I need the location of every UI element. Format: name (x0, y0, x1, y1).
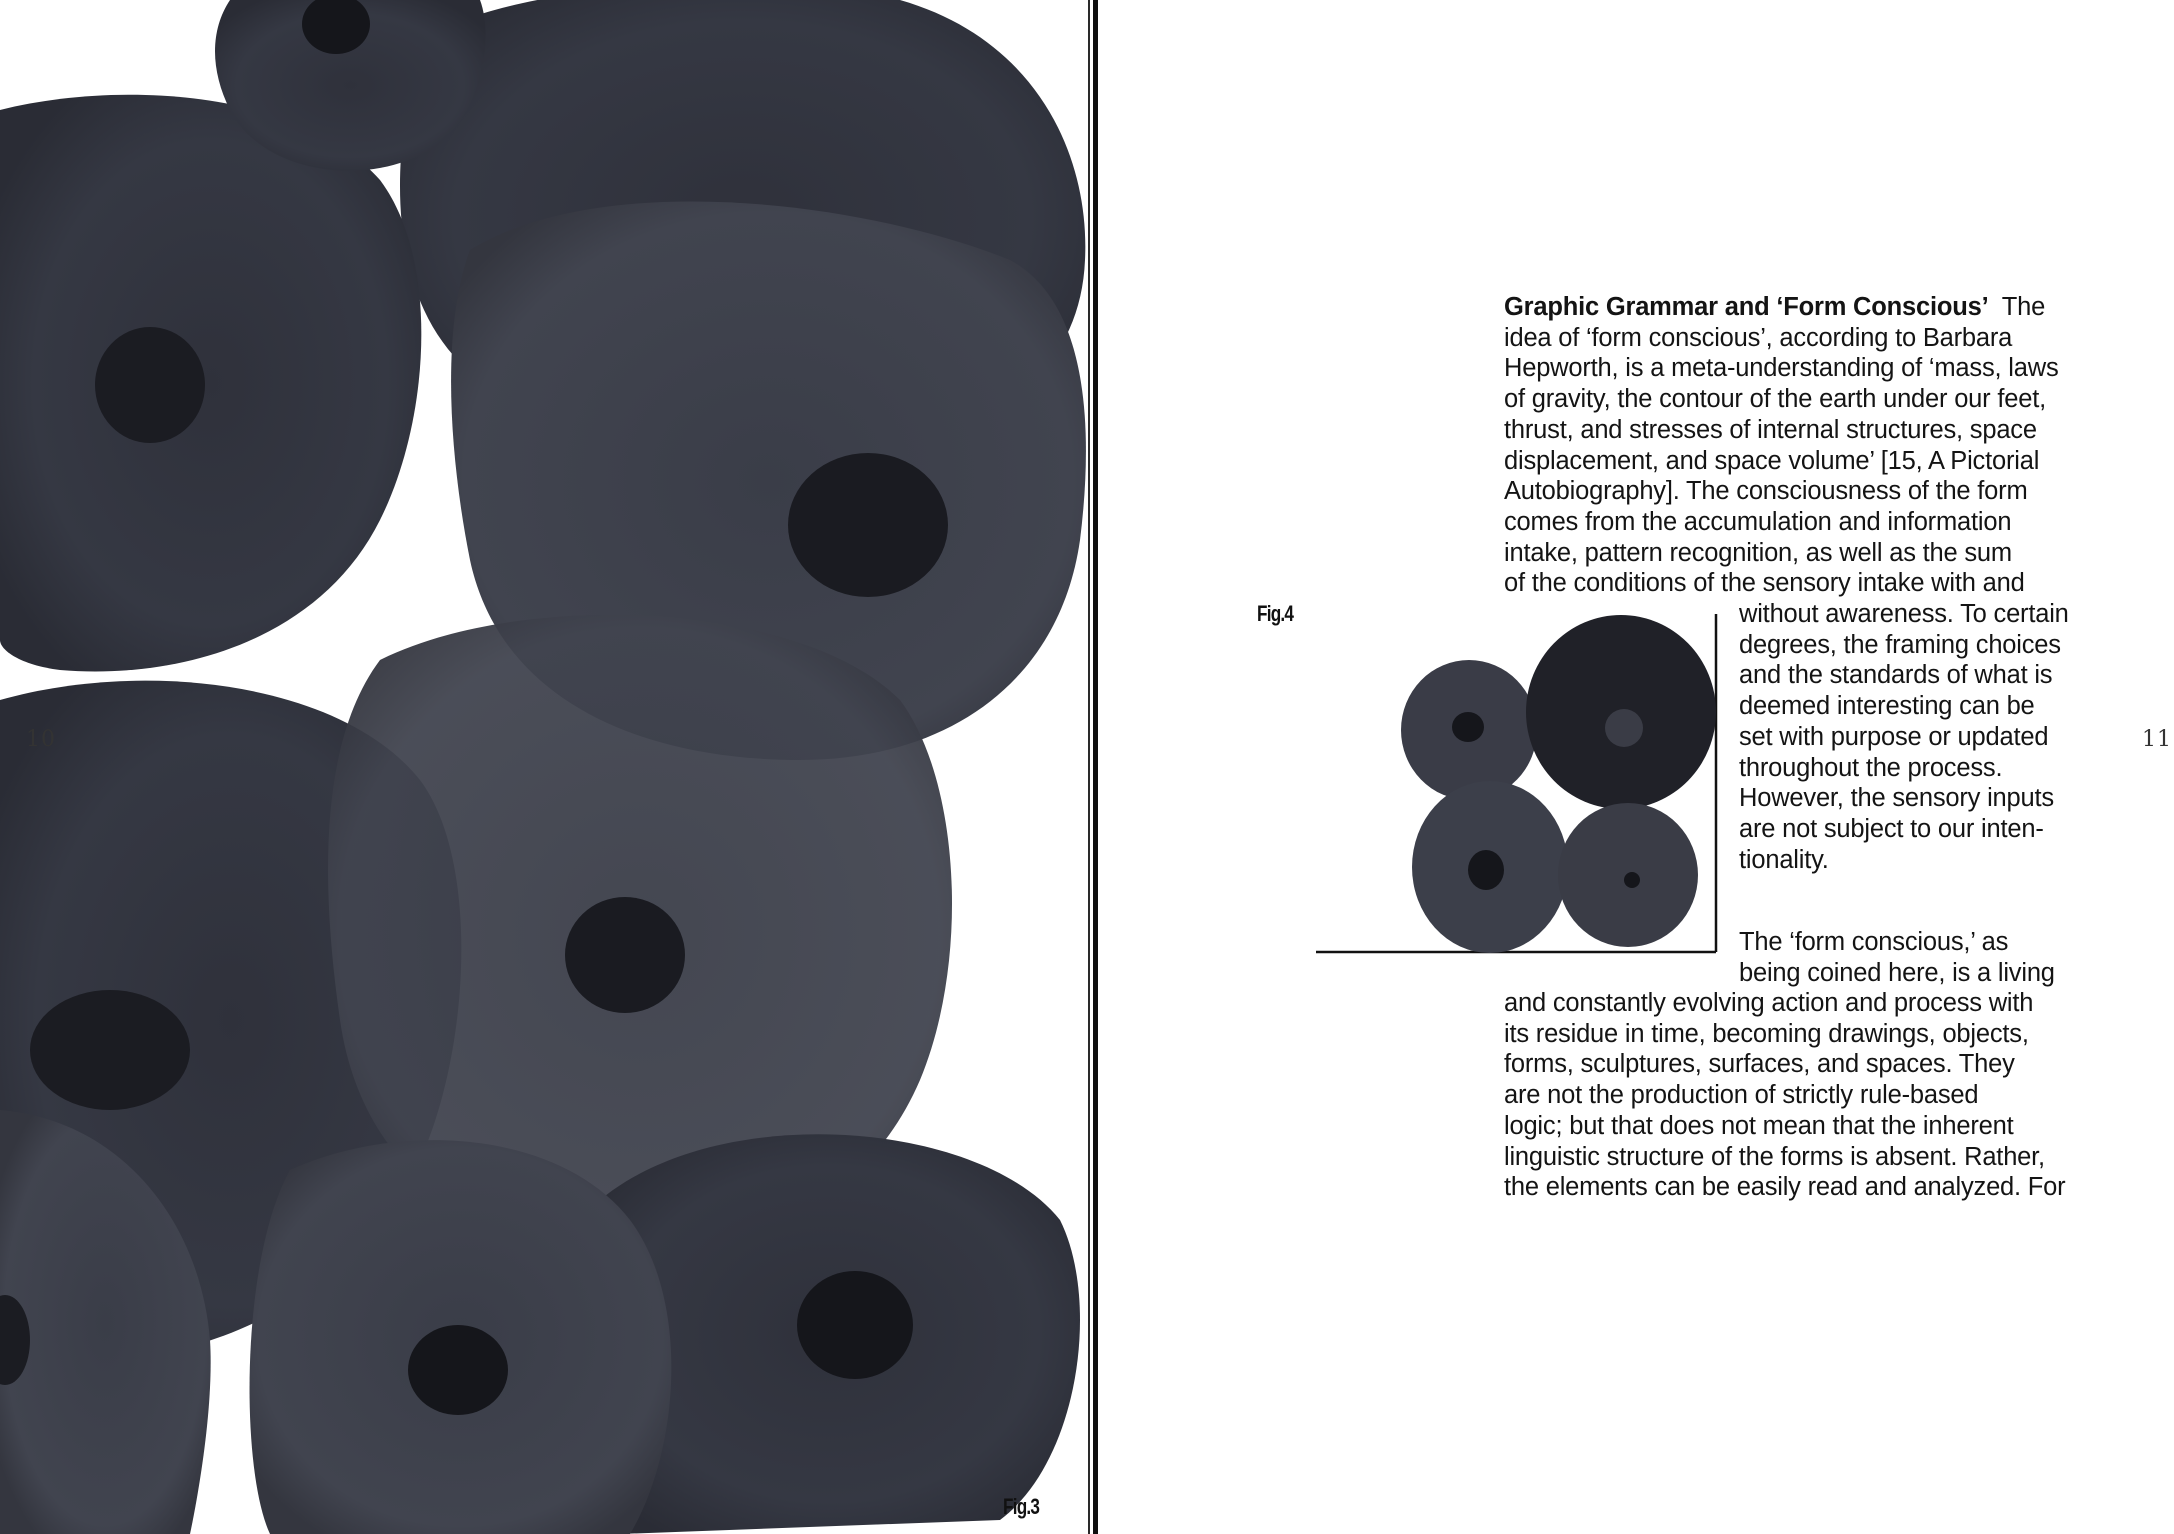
paragraph-2-body (1504, 988, 2065, 1203)
text-line: throughout the process. (1739, 753, 2003, 782)
text-line: linguistic structure of the forms is absent. Rather, (1504, 1142, 2045, 1171)
ink-hole (1468, 850, 1504, 890)
text-line: logic; but that does not mean that the inherent (1504, 1111, 2014, 1140)
text-line: are not the production of strictly rule-based (1504, 1081, 1979, 1110)
text-line: Hepworth, is a meta-understanding of ‘mass, laws (1504, 354, 2059, 383)
ink-hole (1452, 712, 1484, 742)
figure-label-fig3: Fig.3 (1003, 1494, 1040, 1519)
text-line: of the conditions of the sensory intake with and (1504, 569, 2025, 598)
gutter-line (1093, 0, 1098, 1534)
text-line: forms, sculptures, surfaces, and spaces. They (1504, 1050, 2015, 1079)
ink-hole (30, 990, 190, 1110)
text-line: The ‘form conscious,’ as (1739, 928, 2009, 956)
text-line: Autobiography]. The consciousness of the form (1504, 477, 2028, 506)
section-heading: Graphic Grammar and ‘Form Conscious’ (1504, 293, 1989, 321)
text-line: thrust, and stresses of internal structures, space (1504, 415, 2037, 444)
ink-hole (788, 453, 948, 597)
text-line: the elements can be easily read and analyzed. For (1504, 1173, 2066, 1202)
page-number-left: 10 (26, 727, 56, 752)
figure-label-fig4: Fig.4 (1257, 601, 1294, 626)
text-line: its residue in time, becoming drawings, objects, (1504, 1019, 2029, 1048)
text-line: set with purpose or updated (1739, 722, 2049, 751)
text-line: and constantly evolving action and process with (1504, 989, 2034, 1017)
text-line: and the standards of what is (1739, 661, 2053, 690)
text-line: displacement, and space volume’ [15, A Pictorial (1504, 446, 2040, 475)
text-line: comes from the accumulation and information (1504, 507, 2012, 536)
paragraph-2-wrapped (1739, 927, 2055, 988)
page-number-right: 11 (2142, 727, 2172, 752)
paragraph-1-top (1504, 292, 2059, 599)
text-line: are not subject to our inten- (1739, 814, 2044, 843)
figure-4-ink-circles (1316, 612, 1724, 956)
text-line: of gravity, the contour of the earth under our feet, (1504, 385, 2046, 414)
ink-hole (1624, 872, 1640, 888)
book-gutter (1084, 0, 1108, 1534)
ink-hole (408, 1325, 508, 1415)
paragraph-1-wrapped (1739, 599, 2069, 875)
text-line: intake, pattern recognition, as well as the sum (1504, 538, 2012, 567)
ink-blob (0, 95, 421, 672)
ink-hole (797, 1271, 913, 1379)
ink-hole (1605, 709, 1643, 747)
ink-hole (95, 327, 205, 443)
ink-hole (565, 897, 685, 1013)
text-line: degrees, the framing choices (1739, 630, 2061, 659)
text-line: being coined here, is a living (1739, 958, 2055, 987)
text-line: idea of ‘form conscious’, according to Barbara (1504, 323, 2013, 352)
text-line: deemed interesting can be (1739, 692, 2035, 721)
text-line: tionality. (1739, 845, 1829, 874)
gutter-line (1088, 0, 1090, 1534)
text-line: However, the sensory inputs (1739, 784, 2054, 813)
paragraph-1-lead: The (1988, 293, 2046, 321)
text-line: without awareness. To certain (1739, 600, 2069, 628)
